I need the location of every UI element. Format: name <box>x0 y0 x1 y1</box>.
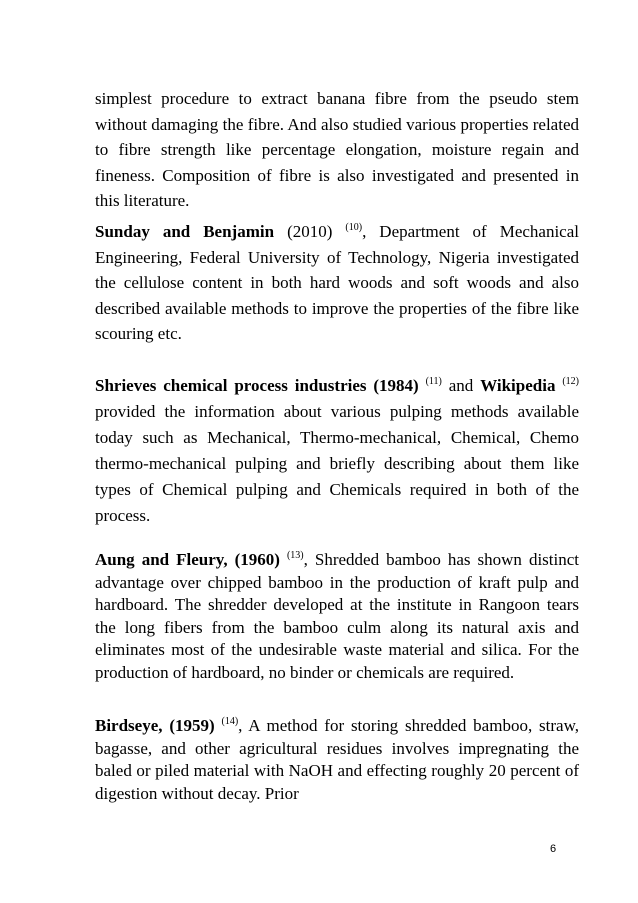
paragraph-5-ref: (14) <box>221 716 239 727</box>
paragraph-4-ref: (13) <box>286 550 304 561</box>
paragraph-3-text: provided the information about various pulping methods available today such as Mechanical, Thermo-mechanical, Chemical, Chemo thermo-mechanical pulping and briefly describing about them like types of Chemical pulping and Chemicals required in both of the process. <box>95 402 579 525</box>
paragraph-3-ref2: (12) <box>562 376 580 387</box>
paragraph-2-text: , Department of Mechanical Engineering, Federal University of Technology, Nigeria investigated the cellulose content in both hard woods and soft woods and also described available methods to improve the properties of the fibre like scouring etc. <box>95 222 579 343</box>
paragraph-5-text: , A method for storing shredded bamboo, straw, bagasse, and other agricultural residues involves impregnating the baled or piled material with NaOH and effecting roughly 20 percent of digestion without decay. Prior <box>95 716 579 803</box>
paragraph-5 <box>95 715 579 805</box>
paragraph-3 <box>95 373 579 529</box>
page-number: 6 <box>550 843 557 855</box>
paragraph-1-text: simplest procedure to extract banana fibre from the pseudo stem without damaging the fibre. And also studied various properties related to fibre strength like percentage elongation, moisture regain and fineness. Composition of fibre is also investigated and presented in this literature. <box>95 89 579 210</box>
paragraph-3-ref: (11) <box>425 376 442 387</box>
paragraph-2-year: (2010) <box>287 222 333 241</box>
paragraph-3-author: Shrieves chemical process industries (1984) <box>95 376 419 395</box>
paragraph-2-ref: (10) <box>345 222 363 233</box>
paragraph-3-author2: Wikipedia <box>480 376 556 395</box>
paragraph-2-author: Sunday and Benjamin <box>95 222 275 241</box>
paragraph-4-author: Aung and Fleury, (1960) <box>95 550 280 569</box>
paragraph-4-text: , Shredded bamboo has shown distinct advantage over chipped bamboo in the production of kraft pulp and hardboard. The shredder developed at the institute in Rangoon tears the long fibers from the bamboo culm along its natural axis and eliminates most of the undesirable waste material and silica. For the production of hardboard, no binder or chemicals are required. <box>95 550 579 682</box>
paragraph-5-author: Birdseye, (1959) <box>95 716 215 735</box>
paragraph-1 <box>95 86 579 214</box>
paragraph-4 <box>95 549 579 684</box>
paragraph-3-mid: and <box>441 376 481 395</box>
paragraph-2 <box>95 219 579 347</box>
